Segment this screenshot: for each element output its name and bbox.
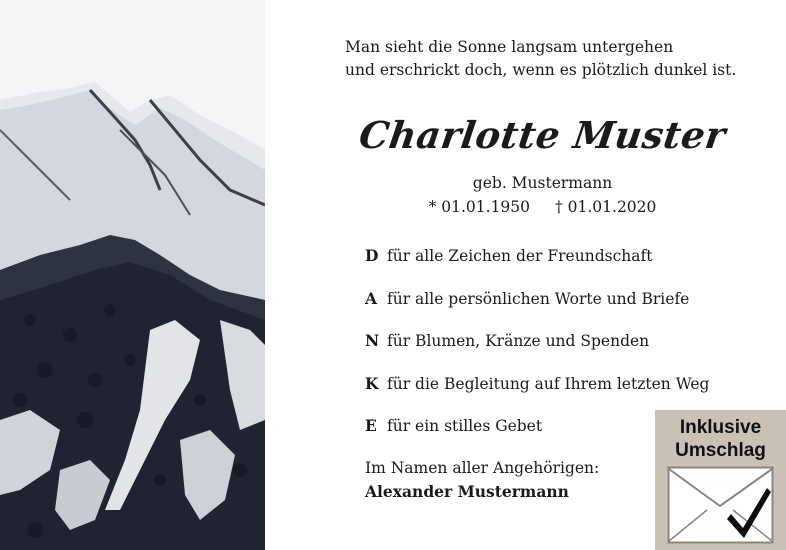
signer-name: Alexander Mustermann <box>365 482 569 501</box>
mountain-photo <box>0 0 265 550</box>
thanks-item <box>365 373 709 416</box>
thanks-item <box>365 288 709 331</box>
birth-name: geb. Mustermann <box>472 174 613 192</box>
thanks-text: für ein stilles Gebet <box>387 417 543 435</box>
thanks-text: für die Begleitung auf Ihrem letzten Weg <box>387 374 710 393</box>
thanks-letter: A <box>365 288 378 308</box>
thanks-text: für Blumen, Kränze und Spenden <box>387 332 650 350</box>
closing-line: Im Namen aller Angehörigen: <box>365 459 600 477</box>
thanks-text: für alle Zeichen der Freundschaft <box>387 247 653 265</box>
closing <box>365 457 599 503</box>
thanks-letter: K <box>365 373 379 393</box>
badge-line-1: Inklusive <box>679 417 762 438</box>
badge-line-2: Umschlag <box>675 440 766 461</box>
quote <box>345 36 765 82</box>
badge-label <box>655 416 786 462</box>
envelope-badge <box>655 410 786 550</box>
thanks-letter: D <box>365 246 379 265</box>
quote-line-2: und erschrickt doch, wenn es plötzlich dunkel ist. <box>345 61 737 79</box>
quote-line-1: Man sieht die Sonne langsam untergehen <box>345 38 674 56</box>
birth-date: * 01.01.1950 <box>428 198 531 216</box>
thanks-letter: N <box>365 331 380 350</box>
thanks-letter: E <box>365 416 377 435</box>
envelope-check-icon <box>667 466 774 544</box>
life-dates <box>345 198 740 216</box>
thanks-text: für alle persönlichen Worte und Briefe <box>387 289 690 308</box>
deceased-name: Charlotte Muster <box>356 113 729 157</box>
thanks-item <box>365 245 709 288</box>
death-date: † 01.01.2020 <box>554 198 657 216</box>
thanks-item <box>365 330 709 373</box>
